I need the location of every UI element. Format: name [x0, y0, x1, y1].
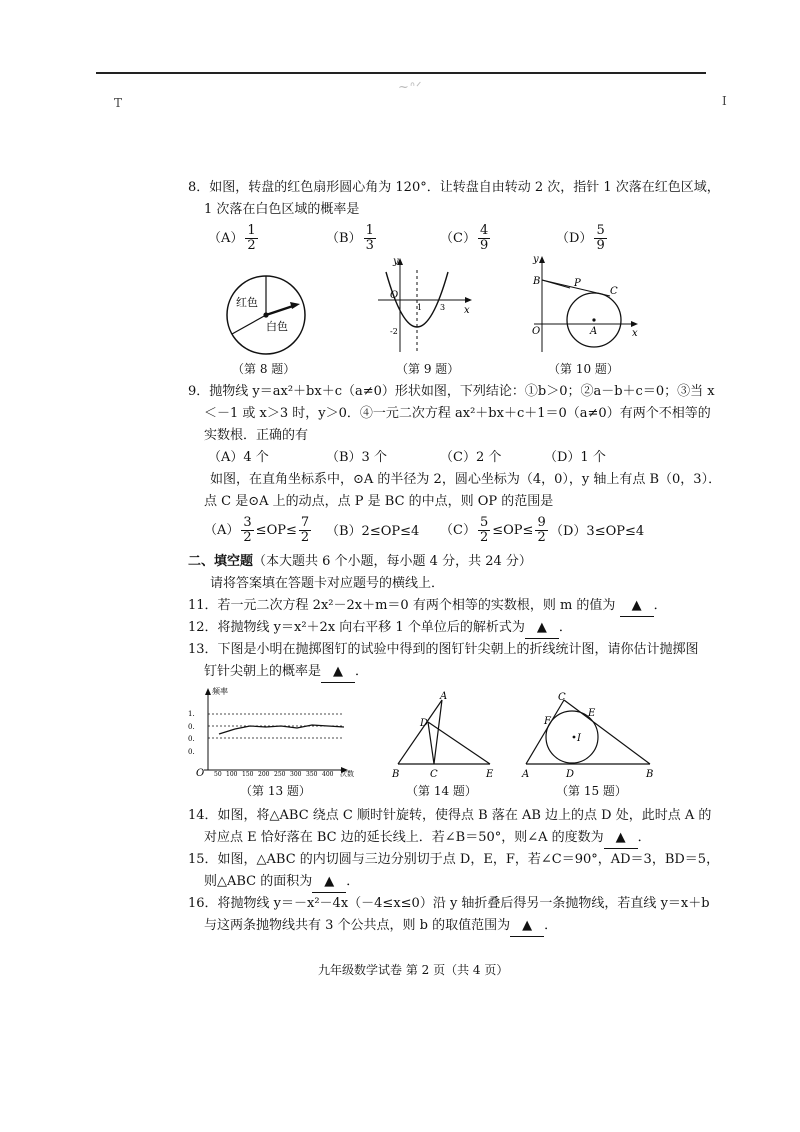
- svg-text:350: 350: [306, 771, 318, 778]
- q10-option-b: （B）2≤OP≤4: [326, 524, 420, 539]
- caption-q9: （第 9 题）: [396, 362, 460, 376]
- svg-text:A: A: [440, 691, 448, 702]
- q11: 11．若一元二次方程 2x²－2x＋m＝0 有两个相等的实数根，则 m 的值为 ▲ ．: [188, 596, 667, 617]
- q15-line2: 则△ABC 的面积为 ▲ ．: [204, 872, 359, 893]
- right-margin-mark: I: [722, 94, 727, 108]
- svg-text:C: C: [558, 692, 566, 703]
- q9-line2: ＜－1 或 x＞3 时，y＞0．④一元二次方程 ax²＋bx＋c＋1＝0（a≠0）有两个不相等的: [204, 406, 711, 421]
- q10-line1: 如图，在直角坐标系中，⊙A 的半径为 2，圆心坐标为（4，0），y 轴上有点 B（0，3）．: [210, 472, 722, 487]
- q9-line1: 9．抛物线 y＝ax²＋bx＋c（a≠0）形状如图，下列结论：①b＞0；②a－b＋c＝0；③当 x: [188, 384, 715, 399]
- svg-text:O: O: [532, 326, 541, 337]
- svg-text:O: O: [196, 768, 205, 778]
- q8-option-c: （C） $\frac{4}{9}$: [440, 223, 489, 253]
- q9-line3: 实数根．正确的有: [204, 428, 309, 443]
- section2-heading: 二、填空题（本大题共 6 个小题，每小题 4 分，共 24 分）: [188, 554, 532, 569]
- q10-option-d: （D）3≤OP≤4: [550, 524, 645, 539]
- figure-13-chart: [184, 686, 364, 778]
- figure-8-spinner: [220, 272, 320, 356]
- svg-text:0.: 0.: [188, 748, 195, 756]
- fig8-white-label: 白色: [266, 320, 288, 333]
- q16-line2: 与这两条抛物线共有 3 个公共点，则 b 的取值范围为 ▲ ．: [204, 916, 557, 937]
- svg-text:y: y: [533, 254, 539, 265]
- svg-text:A: A: [590, 326, 598, 337]
- svg-text:B: B: [533, 276, 541, 287]
- svg-text:1.: 1.: [188, 710, 195, 718]
- fig13-ylabel: 频率: [212, 687, 228, 696]
- svg-text:I: I: [577, 733, 581, 744]
- svg-text:C: C: [610, 286, 618, 297]
- caption-q8: （第 8 题）: [232, 362, 296, 376]
- svg-text:-2: -2: [390, 327, 398, 336]
- svg-text:F: F: [544, 716, 551, 727]
- svg-text:50: 50: [214, 771, 222, 778]
- fig13-xlabel: 次数: [340, 770, 354, 778]
- q16-line1: 16．将抛物线 y＝－x²－4x（－4≤x≤0）沿 y 轴折叠后得另一条抛物线，若直线 y＝x＋b: [188, 896, 710, 911]
- svg-text:200: 200: [258, 771, 270, 778]
- q8-line1: 8．如图，转盘的红色扇形圆心角为 120°．让转盘自由转动 2 次，指针 1 次落在红色区域，: [188, 180, 720, 195]
- caption-q15: （第 15 题）: [556, 784, 627, 798]
- q8-option-a: （A） $\frac{1}{2}$: [208, 223, 256, 253]
- svg-text:C: C: [430, 769, 438, 780]
- caption-q14: （第 14 题）: [406, 784, 477, 798]
- svg-text:3: 3: [440, 303, 446, 312]
- q12: 12．将抛物线 y＝x²＋2x 向右平移 1 个单位后的解析式为 ▲ ．: [188, 618, 572, 639]
- left-margin-mark: T: [114, 96, 123, 110]
- q10-option-a: （A） $\frac{3}{2}$ ≤OP≤ $\frac{7}{2}$: [204, 515, 310, 545]
- figure-9-parabola: [374, 256, 482, 356]
- svg-text:250: 250: [274, 771, 286, 778]
- svg-text:400: 400: [322, 771, 334, 778]
- figure-15-incircle: [516, 690, 664, 782]
- section2-note: 请将答案填在答题卡对应题号的横线上．: [210, 576, 445, 591]
- q9-option-c: （C）2 个: [440, 450, 502, 465]
- svg-text:E: E: [486, 769, 494, 780]
- svg-text:B: B: [392, 769, 400, 780]
- page-footer: 九年级数学试卷 第 2 页（共 4 页）: [318, 963, 509, 977]
- svg-text:x: x: [632, 328, 638, 339]
- svg-text:B: B: [646, 769, 654, 780]
- q8-option-b: （B） $\frac{1}{3}$: [326, 223, 374, 253]
- q14-line1: 14．如图，将△ABC 绕点 C 顺时针旋转，使得点 B 落在 AB 边上的点 D 处，此时点 A 的: [188, 808, 712, 823]
- fig8-red-label: 红色: [236, 296, 258, 309]
- q10-line2: 点 C 是⊙A 上的动点，点 P 是 BC 的中点，则 OP 的范围是: [204, 494, 554, 509]
- q15-line1: 15．如图，△ABC 的内切圆与三边分别切于点 D，E，F，若∠C＝90°，AD＝3，BD＝5，: [188, 852, 720, 867]
- svg-text:1: 1: [417, 303, 423, 312]
- svg-text:0.: 0.: [188, 723, 195, 731]
- q13-line2: 钉针尖朝上的概率是 ▲ ．: [204, 662, 368, 683]
- q14-line2: 对应点 E 恰好落在 BC 边的延长线上．若∠B＝50°，则∠A 的度数为 ▲ ．: [204, 828, 651, 849]
- caption-q13: （第 13 题）: [240, 784, 311, 798]
- q8-line2: 1 次落在白色区域的概率是: [204, 202, 360, 217]
- q9-option-d: （D）1 个: [544, 450, 606, 465]
- svg-text:E: E: [588, 708, 596, 719]
- figure-14-triangle: [388, 690, 504, 782]
- svg-text:150: 150: [242, 771, 254, 778]
- svg-text:A: A: [522, 769, 530, 780]
- header-rule: [96, 72, 706, 74]
- svg-text:y: y: [393, 256, 399, 267]
- svg-text:D: D: [420, 718, 429, 729]
- q13-line1: 13．下图是小明在抛掷图钉的试验中得到的图钉针尖朝上的折线统计图，请你估计抛掷图: [188, 642, 699, 657]
- svg-text:0.: 0.: [188, 735, 195, 743]
- q8-option-d: （D） $\frac{5}{9}$: [556, 223, 605, 253]
- svg-text:D: D: [566, 769, 575, 780]
- q9-option-a: （A）4 个: [208, 450, 269, 465]
- svg-text:O: O: [390, 290, 399, 301]
- caption-q10: （第 10 题）: [548, 362, 619, 376]
- q9-option-b: （B）3 个: [326, 450, 387, 465]
- header-scribble: ~ᐢᐟ: [398, 80, 423, 95]
- figure-10-circle: [528, 254, 644, 356]
- q10-option-c: （C） $\frac{5}{2}$ ≤OP≤ $\frac{9}{2}$: [440, 515, 546, 545]
- svg-text:x: x: [464, 305, 470, 316]
- svg-text:300: 300: [290, 771, 302, 778]
- svg-text:P: P: [574, 278, 581, 289]
- svg-text:100: 100: [226, 771, 238, 778]
